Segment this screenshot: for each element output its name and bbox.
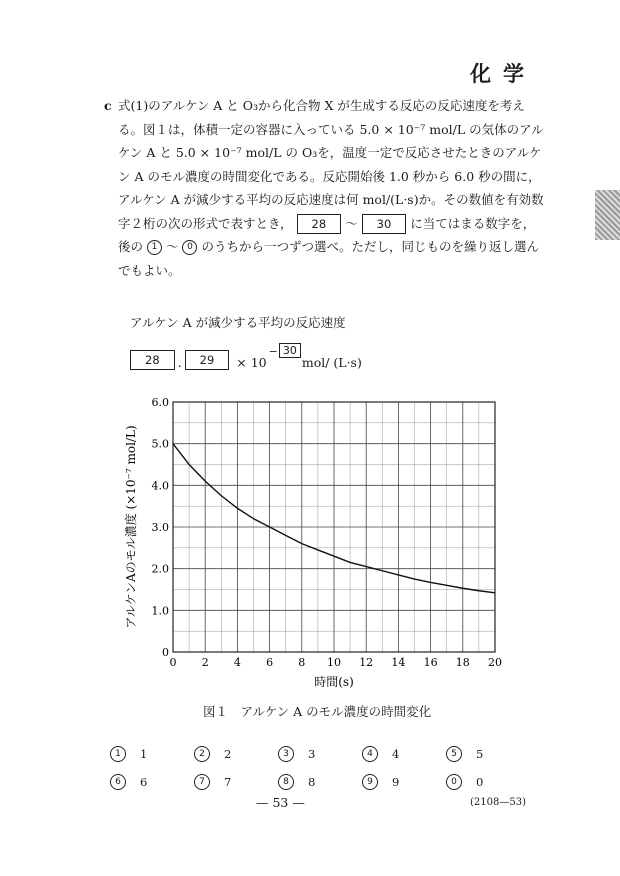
question-c — [104, 94, 544, 282]
x-axis-label: 時間(s) — [314, 675, 354, 689]
choice-mark: 2 — [194, 746, 210, 762]
y-tick-label: 6.0 — [151, 396, 169, 409]
choice-7 — [194, 774, 278, 790]
x-tick-label: 4 — [233, 656, 241, 669]
choice-mark: 5 — [446, 746, 462, 762]
exponent-minus: − — [268, 345, 278, 358]
x-tick-label: 16 — [423, 656, 438, 669]
choice-5 — [446, 746, 530, 762]
page-header-title: 化学 — [470, 62, 536, 86]
answer-box-28: 28 — [297, 214, 342, 234]
y-tick-label: 2.0 — [151, 562, 169, 576]
x-tick-label: 20 — [488, 656, 502, 669]
choice-mark: 4 — [362, 746, 378, 762]
choice-list — [110, 746, 510, 790]
circled-number-first: 1 — [147, 240, 162, 255]
choice-8 — [278, 774, 362, 790]
y-tick-label: 5.0 — [151, 437, 169, 451]
circled-number-last: 0 — [182, 240, 197, 255]
x-tick-label: 8 — [298, 656, 306, 669]
choice-value: 4 — [392, 747, 400, 761]
x-tick-label: 10 — [327, 656, 341, 669]
answer-box-30-exponent: 30 — [279, 343, 301, 358]
x-tick-label: 18 — [455, 656, 470, 669]
x-tick-labels — [170, 656, 503, 669]
answer-box-28: 28 — [130, 350, 175, 370]
y-tick-label: 4.0 — [151, 479, 169, 493]
choice-mark: 8 — [278, 774, 294, 790]
choice-mark: 6 — [110, 774, 126, 790]
choice-4 — [362, 746, 446, 762]
y-tick-label: 0 — [162, 646, 169, 659]
concentration-time-chart — [110, 390, 520, 695]
times-ten: × 10 — [236, 355, 267, 370]
choice-value: 3 — [308, 747, 316, 761]
y-tick-label: 3.0 — [151, 521, 169, 534]
answer-box-29: 29 — [185, 350, 230, 370]
choice-value: 0 — [476, 775, 484, 789]
x-tick-label: 2 — [201, 656, 209, 669]
page-number: — 53 — — [256, 795, 305, 810]
section-tab-marker — [595, 190, 620, 240]
choice-6 — [110, 774, 194, 790]
choice-3 — [278, 746, 362, 762]
x-tick-label: 14 — [391, 656, 406, 669]
choice-mark: 0 — [446, 774, 462, 790]
choice-value: 6 — [140, 775, 148, 789]
choice-value: 1 — [140, 747, 148, 761]
tilde: ～ — [345, 215, 358, 231]
choice-value: 9 — [392, 775, 400, 789]
choice-0 — [446, 774, 530, 790]
x-tick-label: 0 — [169, 656, 177, 669]
question-label: c — [104, 98, 112, 113]
answer-format-line — [130, 340, 362, 370]
y-tick-label: 1.0 — [151, 604, 169, 618]
rate-unit: mol/ (L·s) — [301, 355, 362, 370]
choice-mark: 7 — [194, 774, 210, 790]
decimal-point: . — [177, 355, 182, 370]
question-text-part1: 式(1)のアルケン A と O₃から化合物 X が生成する反応の反応速度を考える。図１は，体積一定の容器に入っている 5.0 × 10⁻⁷ mol/L の気体のアルケン A と 5.0 × 10⁻⁷ mol/L の O₃を，温度一定で反応させたときのアルケン A のモル濃度の時間変化である。反応開始後 1.0 秒から 6.0 秒の間に，アルケン A が減少する平均の反応速度は何 mol/(L·s)か。その数値を有効数字２桁の次の形式で表すとき， — [118, 98, 544, 231]
tilde: ～ — [165, 239, 179, 254]
choice-value: 7 — [224, 775, 232, 789]
choice-value: 8 — [308, 775, 316, 789]
choice-mark: 1 — [110, 746, 126, 762]
choice-1 — [110, 746, 194, 762]
page-code: (2108—53) — [470, 797, 526, 808]
x-tick-label: 12 — [359, 656, 374, 669]
choice-mark: 9 — [362, 774, 378, 790]
y-tick-labels — [152, 396, 170, 659]
y-axis-label: アルケンAのモル濃度 (×10⁻⁷ mol/L) — [124, 425, 138, 629]
choice-2 — [194, 746, 278, 762]
question-text-part2: に当てはまる数字を，後の — [118, 215, 536, 254]
answer-format-heading: アルケン A が減少する平均の反応速度 — [130, 315, 346, 330]
choice-value: 2 — [224, 747, 232, 761]
answer-box-30: 30 — [362, 214, 407, 234]
question-text — [118, 94, 544, 282]
x-tick-label: 6 — [266, 656, 274, 669]
choice-value: 5 — [476, 747, 484, 761]
figure-caption: 図１ アルケン A のモル濃度の時間変化 — [203, 704, 432, 719]
choice-9 — [362, 774, 446, 790]
choice-mark: 3 — [278, 746, 294, 762]
question-text-part3: のうちから一つずつ選べ。ただし，同じものを繰り返し選んでもよい。 — [118, 239, 539, 278]
